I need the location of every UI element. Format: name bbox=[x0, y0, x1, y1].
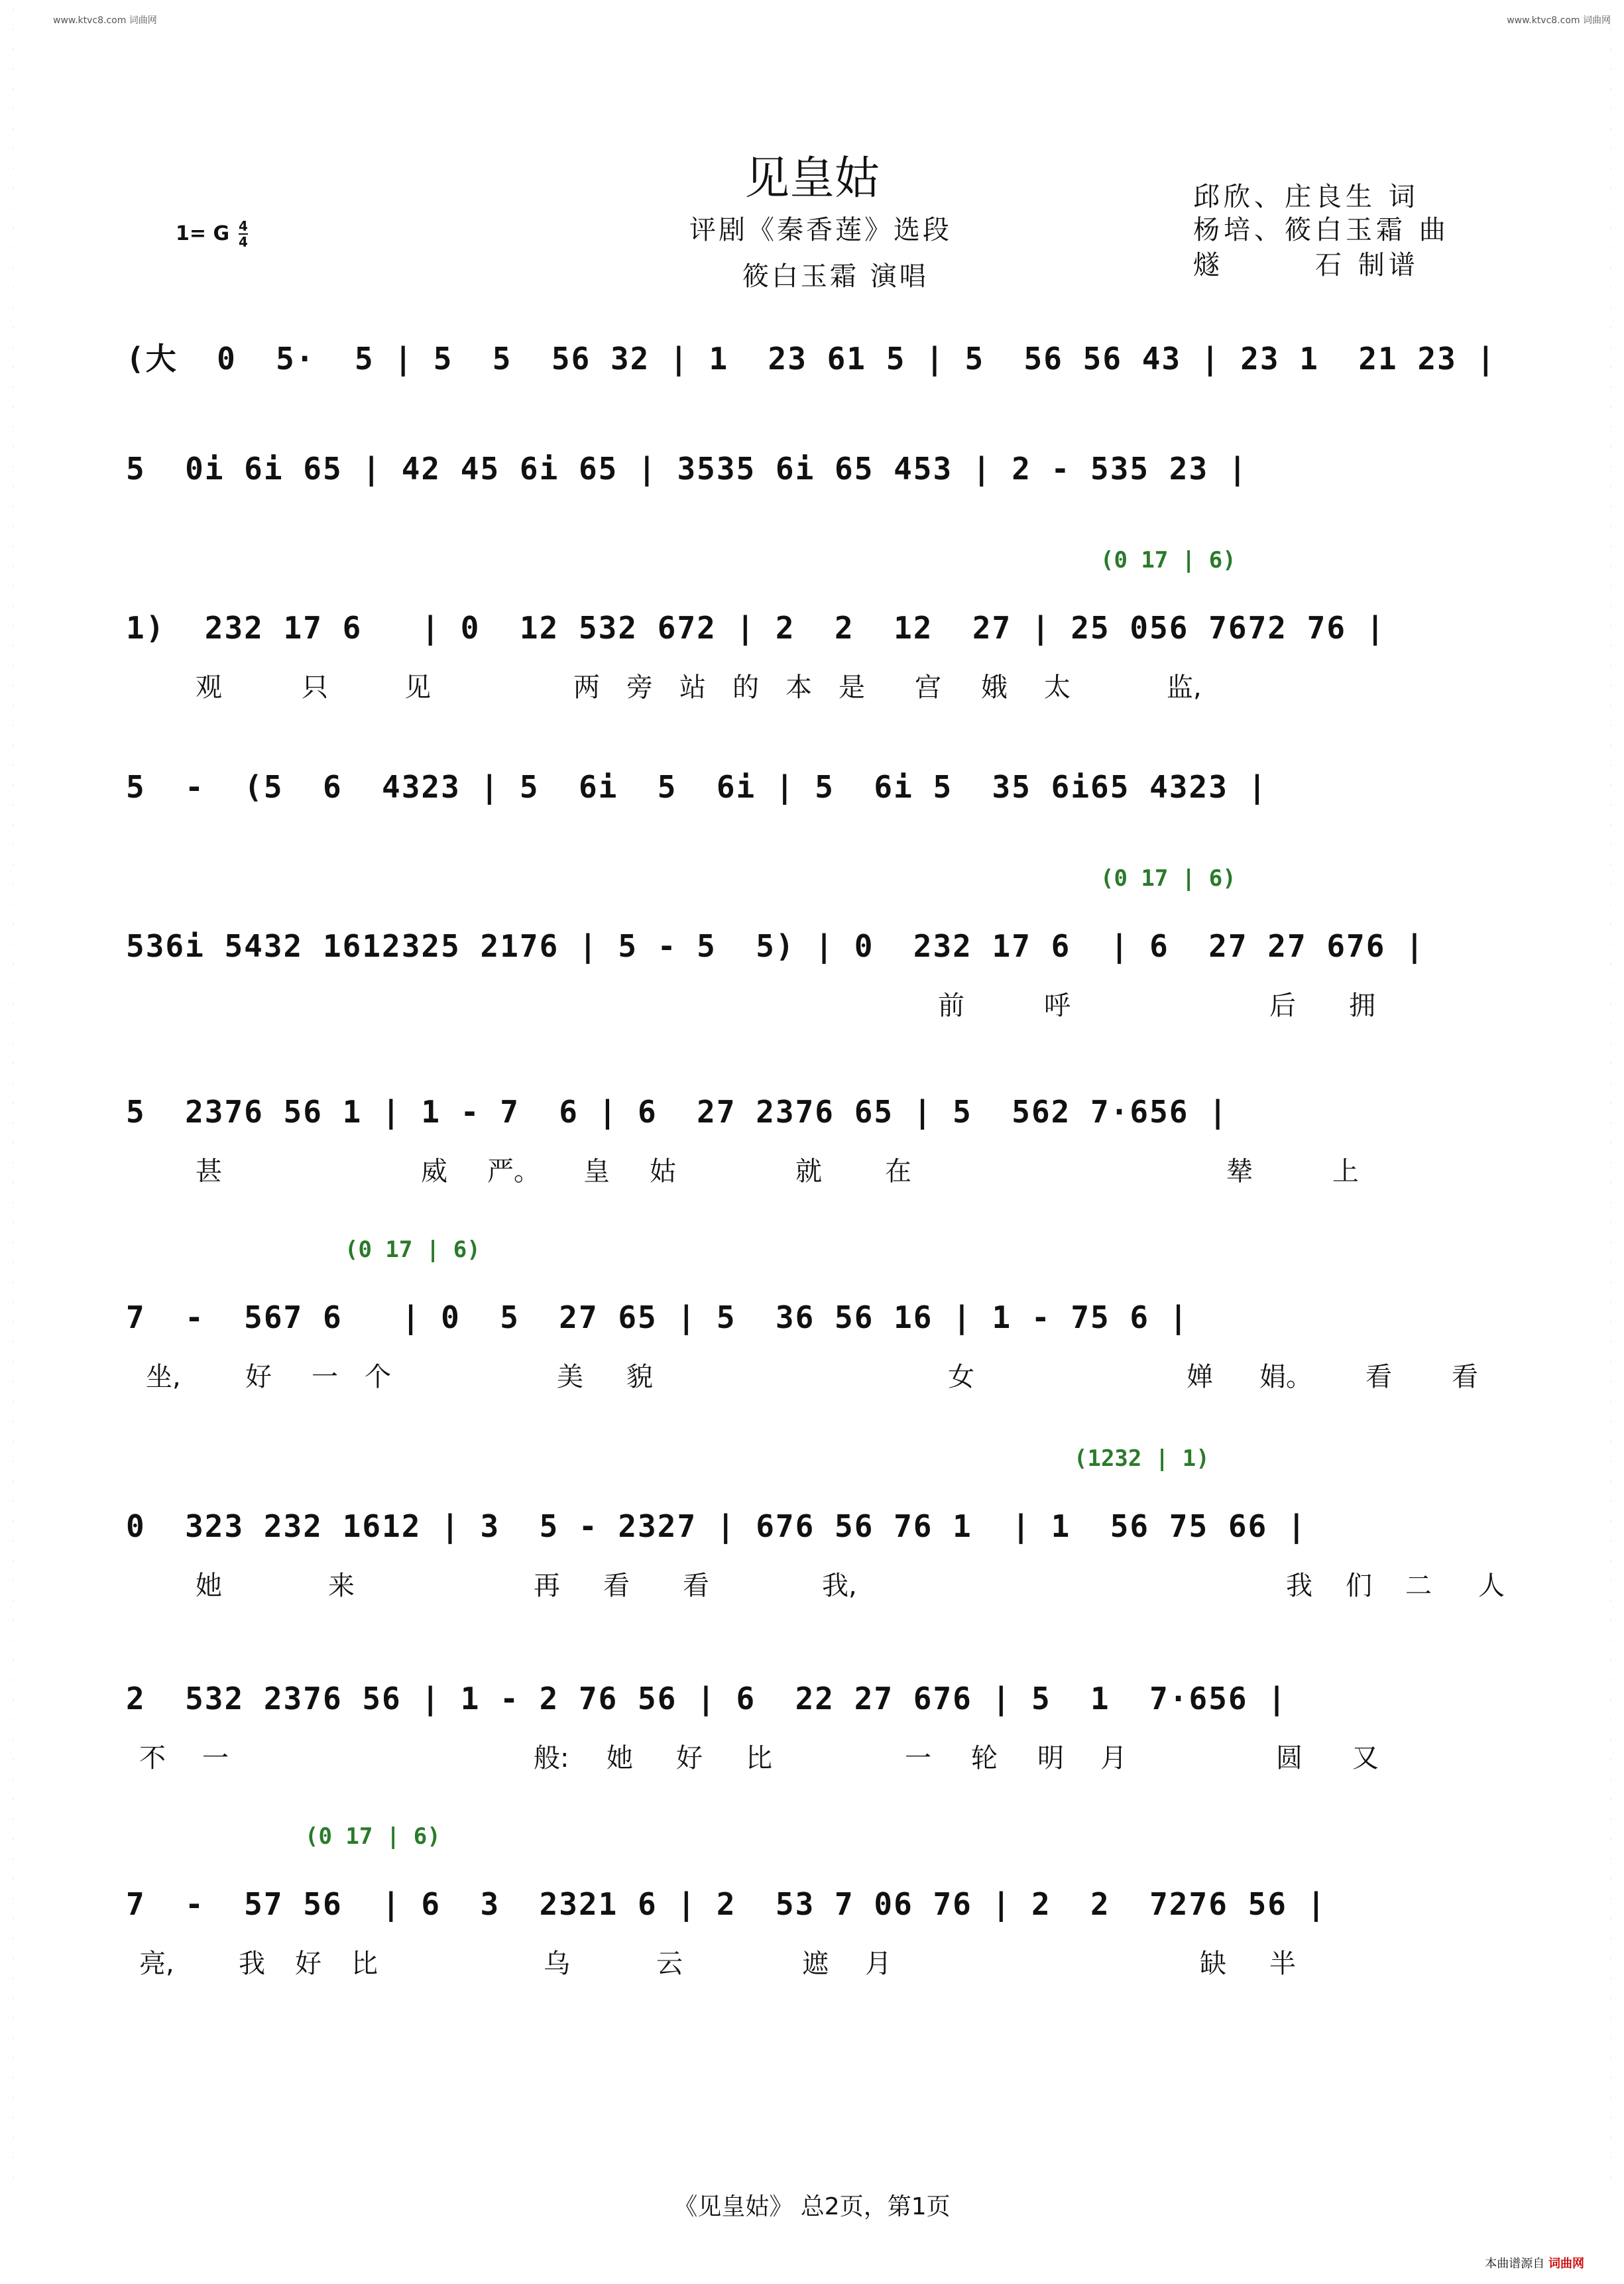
site-watermark-left: www.ktvc8.com 词曲网 bbox=[53, 15, 157, 26]
lyric-char: 严。 bbox=[487, 1156, 540, 1187]
lyric-char: 甚 bbox=[196, 1156, 222, 1187]
lyric-char: 好 bbox=[245, 1362, 272, 1392]
lyric-char: 站 bbox=[679, 672, 706, 703]
lyric-char: 的 bbox=[732, 672, 759, 703]
lyric-char: 上 bbox=[1332, 1156, 1359, 1187]
lyric-char: 般: bbox=[534, 1743, 569, 1773]
lyric-char: 姑 bbox=[650, 1156, 676, 1187]
left-border-decoration: · · · · · · · · · · · · · · · · · · · · · · · · · · · · · · · · · · · · · · · · · · · · · · · · · · · · · · · · · · · · · · · · · · · · · · · · · · · · · · · · · · · · · · · · · · · · · · · · · · · · · · · · · · · · · · bbox=[12, 7, 15, 2181]
transcriber-credit: 燧 石 制谱 bbox=[1193, 250, 1419, 280]
time-signature-top: 4 bbox=[239, 218, 248, 234]
interlude-marker: (0 17 | 6) bbox=[305, 1823, 441, 1850]
staff-row: (大 0 5· 5 | 5 5 56 32 | 1 23 61 5 | 5 56 56 43 | 23 1 21 23 | bbox=[126, 341, 1497, 377]
lyric-char: 看 bbox=[683, 1571, 709, 1601]
lyric-char: 我 bbox=[1286, 1571, 1312, 1601]
lyric-char: 观 bbox=[196, 672, 222, 703]
interlude-marker: (0 17 | 6) bbox=[1100, 547, 1236, 573]
lyric-char: 比 bbox=[351, 1949, 378, 1979]
lyric-char: 明 bbox=[1037, 1743, 1064, 1773]
lyric-char: 好 bbox=[676, 1743, 703, 1773]
lyric-char: 貌 bbox=[626, 1362, 653, 1392]
lyric-char: 好 bbox=[295, 1949, 321, 1979]
staff-row: 0 323 232 1612 | 3 5 - 2327 | 676 56 76 1 | 1 56 75 66 | bbox=[126, 1508, 1307, 1544]
lyric-char: 娥 bbox=[981, 672, 1008, 703]
lyric-char: 辇 bbox=[1226, 1156, 1253, 1187]
lyric-char: 呼 bbox=[1044, 991, 1071, 1021]
lyric-char: 轮 bbox=[971, 1743, 998, 1773]
lyric-char: 娟。 bbox=[1259, 1362, 1312, 1392]
lyric-char: 我 bbox=[239, 1949, 265, 1979]
lyric-char: 月 bbox=[1100, 1743, 1127, 1773]
staff-row: 1) 232 17 6 | 0 12 532 672 | 2 2 12 27 | 25 056 7672 76 | bbox=[126, 610, 1386, 646]
lyric-char: 她 bbox=[607, 1743, 633, 1773]
staff-row: 7 - 567 6 | 0 5 27 65 | 5 36 56 16 | 1 - 75 6 | bbox=[126, 1299, 1189, 1335]
staff-row: 2 532 2376 56 | 1 - 2 76 56 | 6 22 27 676 | 5 1 7·656 | bbox=[126, 1681, 1287, 1716]
interlude-marker: (1232 | 1) bbox=[1074, 1445, 1210, 1472]
lyric-char: 一 bbox=[202, 1743, 229, 1773]
song-title: 见皇姑 bbox=[744, 152, 880, 205]
lyric-char: 圆 bbox=[1276, 1743, 1303, 1773]
lyricist-credit: 邱欣、庄良生 词 bbox=[1193, 182, 1419, 212]
lyric-char: 只 bbox=[302, 672, 328, 703]
lyric-char: 旁 bbox=[626, 672, 653, 703]
lyric-char: 人 bbox=[1478, 1571, 1505, 1601]
right-border-decoration: · · · · · · · · · · · · · · · · · · · · · · · · · · · · · · · · · · · · · · · · · · · · · · · · · · · · · · · · · · · · · · · · · · · · · · · · · · · · · · · · · · · · · · · · · · · · · · · · · · · · · · · · · · · · · · bbox=[1609, 7, 1612, 2181]
staff-row: 5 - (5 6 4323 | 5 6i 5 6i | 5 6i 5 35 6i65 4323 | bbox=[126, 769, 1268, 805]
staff-row: 5 0i 6i 65 | 42 45 6i 65 | 3535 6i 65 453 | 2 - 535 23 | bbox=[126, 451, 1248, 487]
lyric-char: 婵 bbox=[1187, 1362, 1213, 1392]
lyric-char: 乌 bbox=[544, 1949, 570, 1979]
lyric-char: 两 bbox=[573, 672, 600, 703]
lyric-char: 看 bbox=[1365, 1362, 1392, 1392]
time-signature-bottom: 4 bbox=[239, 234, 248, 250]
source-footer bbox=[1485, 2254, 1584, 2271]
interlude-marker: (0 17 | 6) bbox=[345, 1236, 481, 1263]
lyric-char: 看 bbox=[1452, 1362, 1478, 1392]
lyric-char: 二 bbox=[1405, 1571, 1432, 1601]
lyric-char: 半 bbox=[1269, 1949, 1296, 1979]
lyric-char: 云 bbox=[656, 1949, 683, 1979]
lyric-char: 又 bbox=[1352, 1743, 1379, 1773]
lyric-char: 后 bbox=[1269, 991, 1296, 1021]
staff-row: 536i 5432 1612325 2176 | 5 - 5 5) | 0 232 17 6 | 6 27 27 676 | bbox=[126, 928, 1425, 964]
lyric-char: 月 bbox=[865, 1949, 892, 1979]
lyric-char: 一 bbox=[905, 1743, 931, 1773]
source-site: 词曲网 bbox=[1548, 2257, 1584, 2271]
lyric-char: 就 bbox=[795, 1156, 822, 1187]
site-watermark-right: www.ktvc8.com 词曲网 bbox=[1507, 15, 1611, 26]
lyric-char: 我, bbox=[822, 1571, 857, 1601]
lyric-char: 前 bbox=[938, 991, 964, 1021]
lyric-char: 看 bbox=[603, 1571, 630, 1601]
lyric-char: 亮, bbox=[139, 1949, 174, 1979]
lyric-char: 本 bbox=[785, 672, 812, 703]
lyric-char: 见 bbox=[404, 672, 431, 703]
lyric-char: 监, bbox=[1167, 672, 1202, 703]
source-label: 本曲谱源自 bbox=[1485, 2257, 1545, 2271]
singer-credit: 筱白玉霜 演唱 bbox=[742, 261, 929, 292]
lyric-char: 她 bbox=[196, 1571, 222, 1601]
lyric-char: 威 bbox=[421, 1156, 447, 1187]
lyric-char: 太 bbox=[1044, 672, 1071, 703]
lyric-char: 坐, bbox=[146, 1362, 181, 1392]
lyric-char: 不 bbox=[139, 1743, 166, 1773]
lyric-char: 宫 bbox=[915, 672, 941, 703]
interlude-marker: (0 17 | 6) bbox=[1100, 865, 1236, 892]
key-signature: 1= G bbox=[176, 222, 230, 245]
lyric-char: 皇 bbox=[583, 1156, 610, 1187]
page-footer: 《见皇姑》 总2页，第1页 bbox=[673, 2193, 951, 2220]
time-signature bbox=[239, 219, 248, 249]
lyric-char: 是 bbox=[839, 672, 865, 703]
lyric-char: 们 bbox=[1346, 1571, 1372, 1601]
lyric-char: 再 bbox=[534, 1571, 560, 1601]
lyric-char: 一 bbox=[312, 1362, 338, 1392]
lyric-char: 遮 bbox=[802, 1949, 829, 1979]
lyric-char: 拥 bbox=[1349, 991, 1375, 1021]
staff-row: 7 - 57 56 | 6 3 2321 6 | 2 53 7 06 76 | 2 2 7276 56 | bbox=[126, 1886, 1327, 1922]
lyric-char: 在 bbox=[885, 1156, 911, 1187]
lyric-char: 比 bbox=[746, 1743, 772, 1773]
lyric-char: 美 bbox=[557, 1362, 583, 1392]
staff-row: 5 2376 56 1 | 1 - 7 6 | 6 27 2376 65 | 5 562 7·656 | bbox=[126, 1094, 1228, 1130]
lyric-char: 女 bbox=[948, 1362, 974, 1392]
composer-credit: 杨培、筱白玉霜 曲 bbox=[1193, 215, 1450, 245]
lyric-char: 来 bbox=[328, 1571, 355, 1601]
lyric-char: 缺 bbox=[1200, 1949, 1226, 1979]
lyric-char: 个 bbox=[365, 1362, 391, 1392]
song-subtitle: 评剧《秦香莲》选段 bbox=[689, 215, 952, 245]
